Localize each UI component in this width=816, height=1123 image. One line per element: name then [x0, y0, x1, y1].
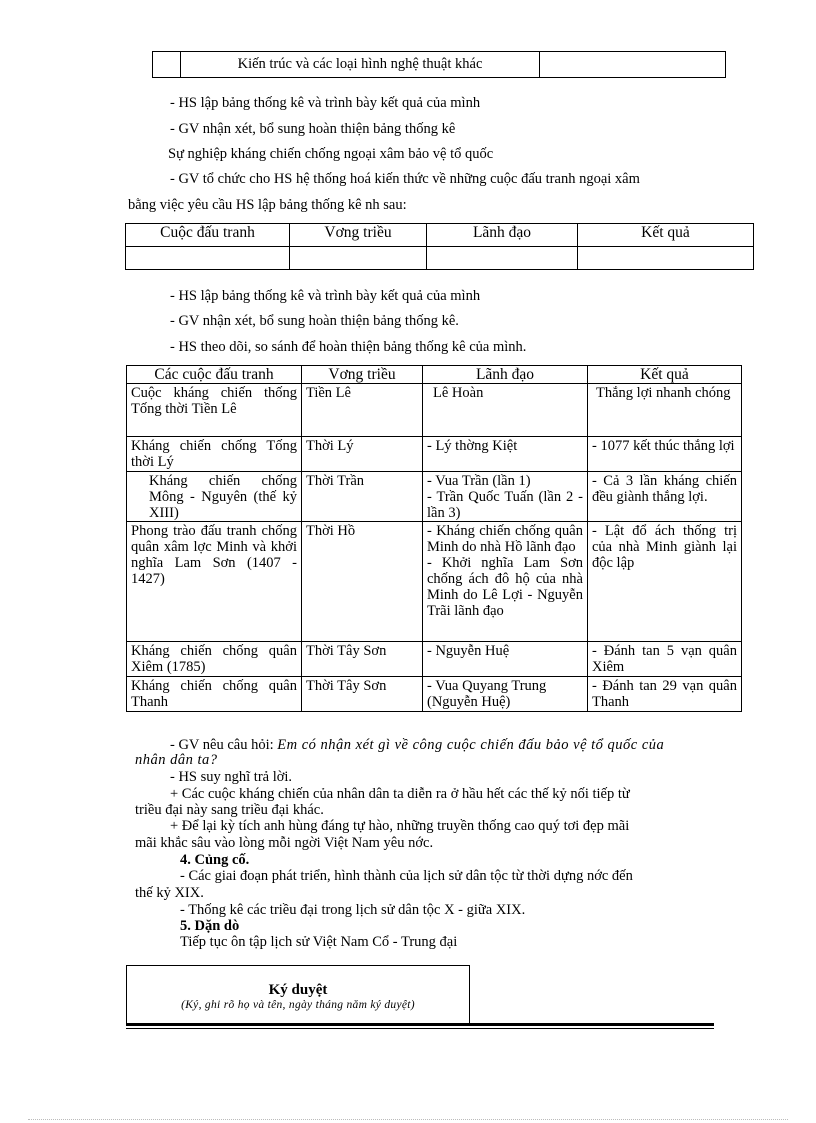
- text-line: - Thống kê các triều đại trong lịch sử dân tộc X - giữa XIX.: [180, 902, 526, 918]
- table-row: [127, 384, 742, 437]
- table-row: [127, 472, 742, 522]
- text-line: - HS suy nghĩ trả lời.: [170, 769, 293, 785]
- gv-question-cont: nhân dân ta?: [135, 752, 218, 768]
- table-cell: Thắng lợi nhanh chóng: [588, 384, 742, 437]
- table-cell: Kháng chiến chống Tống thời Lý: [127, 437, 302, 472]
- column-header: Kết quả: [588, 366, 742, 384]
- table-cell: [427, 247, 578, 270]
- text-line: bằng việc yêu cầu HS lập bảng thống kê nh sau:: [128, 197, 407, 213]
- table-cell: Thời Hồ: [302, 522, 423, 642]
- table-cell: - Vua Trần (lần 1) - Trần Quốc Tuấn (lần 2 - lần 3): [423, 472, 588, 522]
- table-cell: Thời Trần: [302, 472, 423, 522]
- table-header-row: [127, 366, 742, 384]
- table-cell: Kháng chiến chống quân Xiêm (1785): [127, 642, 302, 677]
- table-cell: Thời Tây Sơn: [302, 677, 423, 712]
- text-line: Tiếp tục ôn tập lịch sử Việt Nam Cổ - Trung đại: [180, 934, 458, 950]
- table-cell: Kiến trúc và các loại hình nghệ thuật khác: [181, 52, 540, 78]
- table-cell: - Cả 3 lần kháng chiến đều giành thắng lợi.: [588, 472, 742, 522]
- table-cell: [290, 247, 427, 270]
- table-cell: [153, 52, 181, 78]
- table-cell: Lê Hoàn: [423, 384, 588, 437]
- table-header-row: [126, 224, 754, 247]
- table-cell: [540, 52, 726, 78]
- table-cell: [126, 247, 290, 270]
- text-line: + Để lại kỳ tích anh hùng đáng tự hào, những truyền thống cao quý tơi đẹp mãi: [170, 818, 630, 834]
- approval-subtitle: (Ký, ghi rõ họ và tên, ngày tháng năm ký duyệt): [181, 999, 415, 1011]
- table-cell: Kháng chiến chống Mông - Nguyên (thế kỷ XIII): [127, 472, 302, 522]
- text-line: Sự nghiệp kháng chiến chống ngoại xâm bảo vệ tổ quốc: [168, 146, 494, 162]
- text-line: - GV tổ chức cho HS hệ thống hoá kiến thức về những cuộc đấu tranh ngoại xâm: [170, 171, 640, 187]
- table-row: [153, 52, 726, 78]
- text-line: - GV nhận xét, bổ sung hoàn thiện bảng thống kê: [170, 121, 456, 137]
- bottom-rule: [126, 1023, 714, 1026]
- struggle-table: [126, 365, 742, 712]
- gv-question: [170, 737, 664, 754]
- column-header: Vơng triều: [290, 224, 427, 247]
- table-cell: - Đánh tan 5 vạn quân Xiêm: [588, 642, 742, 677]
- table-cell: Kháng chiến chống quân Thanh: [127, 677, 302, 712]
- table-row: [127, 677, 742, 712]
- table-cell: [578, 247, 754, 270]
- table-cell: Cuộc kháng chiến thống Tống thời Tiền Lê: [127, 384, 302, 437]
- table-row: [127, 437, 742, 472]
- text-line: + Các cuộc kháng chiến của nhân dân ta diễn ra ở hầu hết các thế kỷ nối tiếp từ: [170, 786, 630, 802]
- table-cell: - Vua Quyang Trung (Nguyễn Huệ): [423, 677, 588, 712]
- section-heading: 4. Củng cố.: [180, 852, 250, 868]
- column-header: Các cuộc đấu tranh: [127, 366, 302, 384]
- column-header: Lãnh đạo: [427, 224, 578, 247]
- text-line: triều đại này sang triều đại khác.: [135, 802, 324, 818]
- text-line: - HS lập bảng thống kê và trình bày kết quả của mình: [170, 95, 481, 111]
- gv-question-text: Em có nhận xét gì về công cuộc chiến đấu bảo vệ tổ quốc của: [277, 737, 665, 753]
- table-cell: - 1077 kết thúc thắng lợi: [588, 437, 742, 472]
- table-cell: - Lý thờng Kiệt: [423, 437, 588, 472]
- text-line: - HS lập bảng thống kê và trình bày kết quả của mình: [170, 288, 481, 304]
- table-cell: Tiền Lê: [302, 384, 423, 437]
- empty-summary-table: [125, 223, 754, 270]
- column-header: Kết quả: [578, 224, 754, 247]
- section-heading: 5. Dặn dò: [180, 918, 240, 934]
- bottom-rule-thin: [126, 1028, 714, 1029]
- column-header: Cuộc đấu tranh: [126, 224, 290, 247]
- column-header: Vơng triều: [302, 366, 423, 384]
- text-line: thế kỷ XIX.: [135, 885, 204, 901]
- table-cell: - Đánh tan 29 vạn quân Thanh: [588, 677, 742, 712]
- table-cell: - Kháng chiến chống quân Minh do nhà Hồ lãnh đạo - Khởi nghĩa Lam Sơn chống ách đô hộ của nhà Minh do Lê Lợi - Nguyễn Trãi lãnh đạo: [423, 522, 588, 642]
- page-bottom-border: [28, 1119, 788, 1120]
- top-table: [152, 51, 726, 78]
- table-cell: - Lật đổ ách thống trị của nhà Minh giành lại độc lập: [588, 522, 742, 642]
- approval-box: [126, 965, 470, 1024]
- table-row: [126, 247, 754, 270]
- table-cell: Phong trào đấu tranh chống quân xâm lợc Minh và khởi nghĩa Lam Sơn (1407 - 1427): [127, 522, 302, 642]
- column-header: Lãnh đạo: [423, 366, 588, 384]
- table-row: [127, 642, 742, 677]
- approval-title: Ký duyệt: [268, 982, 328, 998]
- table-cell: Thời Tây Sơn: [302, 642, 423, 677]
- table-row: [127, 522, 742, 642]
- text-line: - HS theo dõi, so sánh để hoàn thiện bảng thống kê của mình.: [170, 339, 527, 355]
- text-line: - GV nhận xét, bổ sung hoàn thiện bảng thống kê.: [170, 313, 459, 329]
- table-cell: Thời Lý: [302, 437, 423, 472]
- text-line: - Các giai đoạn phát triển, hình thành của lịch sử dân tộc từ thời dựng nớc đến: [180, 868, 633, 884]
- gv-question-prefix: - GV nêu câu hỏi:: [170, 737, 278, 753]
- table-cell: - Nguyễn Huệ: [423, 642, 588, 677]
- text-line: mãi khắc sâu vào lòng mỗi ngời Việt Nam yêu nớc.: [135, 835, 434, 851]
